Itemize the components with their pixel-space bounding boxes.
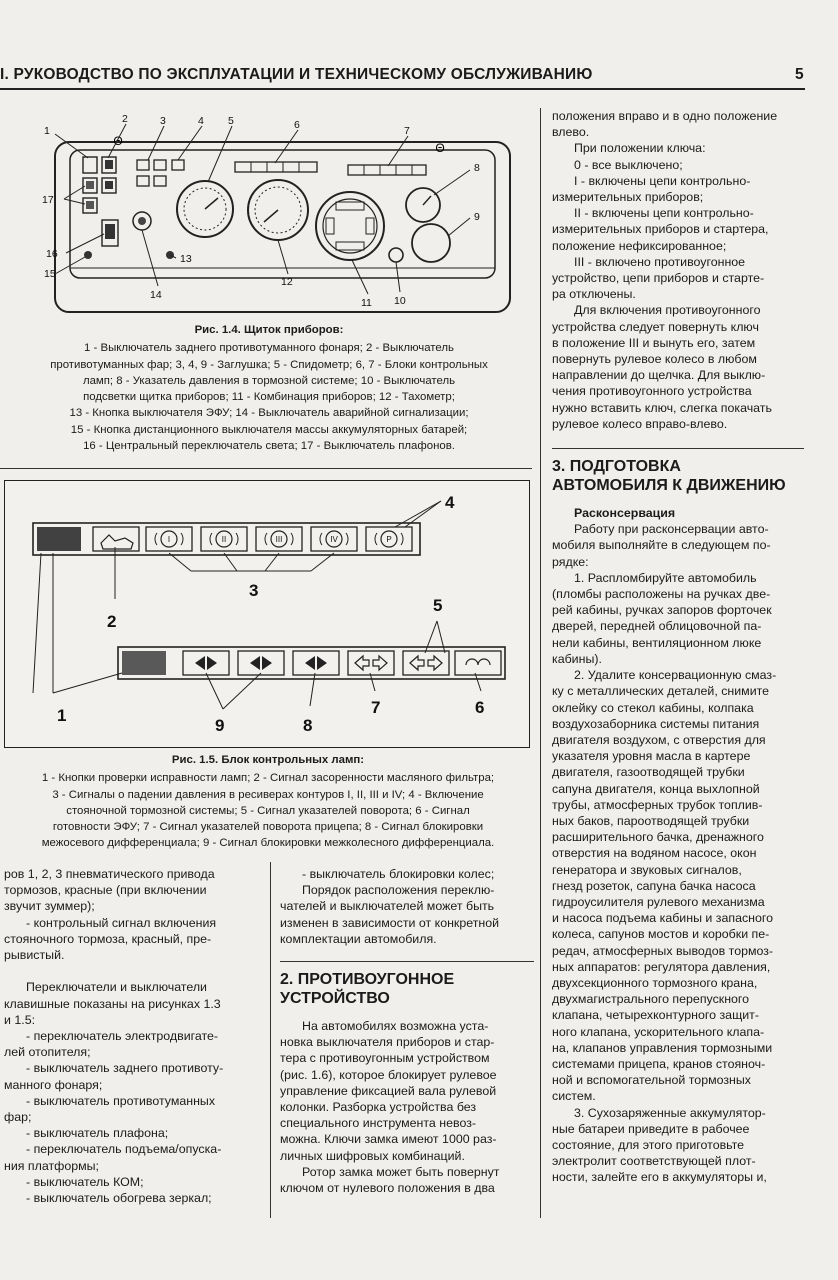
caption-line: 16 - Центральный переключатель света; 17 - Выключатель плафонов. [83, 440, 455, 453]
right-top-line: чения противоугонного устройства [552, 384, 752, 399]
right-top-line: влево. [552, 125, 590, 140]
left-column-line: - выключатель обогрева зеркал; [26, 1191, 212, 1206]
switch-dome-2-key [105, 181, 113, 189]
caption-line: 3 - Сигналы о падении давления в ресиверах контуров I, II, III и IV; 4 - Включение [52, 788, 484, 801]
fig2-callout-2: 2 [107, 612, 117, 631]
section-3-line: на, клапанов управления тормозными [552, 1040, 773, 1055]
fig2-callout-1: 1 [57, 706, 67, 725]
section-3-title-line1: 3. ПОДГОТОВКА [552, 458, 681, 476]
middle-intro-line: Порядок расположения переклю- [302, 883, 495, 898]
section-3-line: колеса, сапунов мостов и коробки пе- [552, 927, 770, 942]
section-2-line: На автомобилях возможна уста- [302, 1019, 489, 1034]
left-column-line: клавишные показаны на рисунках 1.3 [4, 996, 221, 1011]
right-top-line: измерительных приборов; [552, 190, 704, 205]
middle-column [280, 866, 534, 1196]
caption-line: 15 - Кнопка дистанционного выключателя массы аккумуляторных батарей; [70, 423, 468, 436]
inter-axle-lock-lamp [293, 651, 339, 675]
callout-3: 3 [160, 115, 166, 127]
section-2-line: специального инструмента невоз- [280, 1116, 477, 1131]
panel-symbol-left: Θ [113, 134, 123, 148]
section-3-line: расширительного бачка, дренажного [552, 830, 764, 845]
figure-control-lamps [4, 480, 530, 748]
caption-line: 1 - Кнопки проверки исправности ламп; 2 - Сигнал засоренности масляного фильтра; [41, 772, 495, 785]
switch-fog-lights-key [105, 160, 113, 169]
left-column-line: - выключатель КОМ; [26, 1174, 144, 1189]
left-column-line: - выключатель плафона; [26, 1126, 169, 1141]
section-3-line: трубы, атмосферных трубок топлив- [552, 797, 763, 812]
switch-dome-3-key [86, 201, 94, 209]
callout-17: 17 [42, 194, 54, 206]
plug-3c [137, 176, 149, 186]
cluster-gauge-bottom [336, 242, 364, 250]
callout-12: 12 [281, 276, 293, 288]
fig2-callout-4: 4 [445, 493, 455, 512]
section-3-line: указателя уровня масла в картере [552, 749, 751, 764]
section-3-line: 1. Распломбируйте автомобиль [574, 570, 757, 585]
panel-symbol-right: Θ [435, 141, 445, 155]
middle-intro-line: чателей и выключателей может быть [280, 899, 495, 914]
section-3-line: системами прицепа, кранов стояноч- [552, 1056, 766, 1071]
section-3-line: 2. Удалите консервационную смаз- [574, 668, 777, 683]
tachometer-needle [264, 210, 278, 222]
right-top-line: рулевое колесо вправо-влево. [552, 416, 728, 431]
section-3-line: рей кабины, ручках запоров форточек [552, 603, 772, 618]
section-2-rule [280, 961, 534, 962]
left-column-line: лей отопителя; [4, 1045, 91, 1060]
section-3-line: редач, атмосферных выводов тормоз- [552, 943, 774, 958]
section-3-line: нели кабины, вентиляционном люке [552, 635, 762, 650]
subsection-title: Расконсервация [574, 506, 676, 521]
left-column-line: ния платформы; [4, 1158, 99, 1173]
caption-line: противотуманных фар; 3, 4, 9 - Заглушка; 5 - Спидометр; 6, 7 - Блоки контрольных [50, 358, 488, 371]
left-column-line: рывистый. [4, 948, 65, 963]
right-column-top [552, 108, 804, 432]
figure-1-4-caption-body [0, 340, 538, 454]
section-3-line: кабины). [552, 651, 602, 666]
right-column [552, 108, 804, 1186]
lamp-label-1: I [167, 535, 171, 544]
callout-8: 8 [474, 162, 480, 174]
caption-line: межосевого дифференциала; 9 - Сигнал блокировки межколесного дифференциала. [41, 837, 495, 850]
section-2-line: управление фиксацией вала рулевой [280, 1083, 497, 1098]
left-column-line: тормозов, красные (при включении [4, 883, 207, 898]
hazard-switch-core [138, 217, 146, 225]
lamp-test-button-top [37, 527, 81, 551]
figure-instrument-panel [30, 112, 530, 322]
callout-2: 2 [122, 113, 128, 125]
page-number: 5 [795, 66, 804, 83]
caption-line: подсветки щитка приборов; 11 - Комбинация приборов; 12 - Тахометр; [83, 391, 455, 404]
right-top-line: устройство, цепи приборов и старте- [552, 271, 765, 286]
fig2-callout-7: 7 [371, 698, 381, 717]
section-3-line: ного клапана, ускорительного клапа- [552, 1024, 765, 1039]
fig2-callout-8: 8 [303, 716, 313, 735]
callout-16: 16 [46, 248, 58, 260]
lamp-label-3: III [275, 535, 283, 544]
cross-axle-lock-lamp-2 [238, 651, 284, 675]
section-2-body [280, 1018, 534, 1196]
left-column-line: манного фонаря; [4, 1077, 103, 1092]
figure-1-5-caption [0, 752, 536, 852]
section-2-title-line2: УСТРОЙСТВО [280, 990, 390, 1008]
section-3-line: ных баков, пароотводящей трубки [552, 813, 750, 828]
section-3-title-line2: АВТОМОБИЛЯ К ДВИЖЕНИЮ [552, 477, 786, 495]
oil-can-icon [101, 535, 133, 549]
battery-mass-button [84, 251, 92, 259]
section-3-line: генератора и звуковых сигналов, [552, 862, 742, 877]
cluster-gauge-top [336, 202, 364, 210]
control-lamps-drawing [5, 481, 529, 747]
callout-4: 4 [198, 115, 204, 127]
section-3-line: двигателя воздухом, с отверстия для [552, 732, 766, 747]
section-2-line: ключом от нулевого положения в два [280, 1181, 495, 1196]
section-3-line: гидроусилителя рулевого механизма [552, 894, 765, 909]
callout-15: 15 [44, 268, 56, 280]
left-column-line: - переключатель электродвигате- [26, 1029, 219, 1044]
section-3-line: двигателя, газоотводящей трубки [552, 765, 745, 780]
lamp-row-top [33, 523, 420, 555]
left-column-line: - выключатель противотуманных [26, 1093, 216, 1108]
left-column-line: - выключатель заднего противоту- [26, 1061, 224, 1076]
right-top-line: Для включения противоугонного [574, 303, 761, 318]
figure-1-5-caption-title: Рис. 1.5. Блок контрольных ламп: [171, 754, 365, 766]
section-3-line: ной и вспомогательной тормозных [552, 1073, 751, 1088]
cluster-gauge-right [366, 218, 374, 234]
middle-column-intro [280, 866, 534, 947]
section-3-line: рядке: [552, 554, 589, 569]
section-2-title-line1: 2. ПРОТИВОУГОННОЕ [280, 971, 455, 989]
right-top-line: измерительных приборов и стартера, [552, 222, 769, 237]
switch-dome-1-key [86, 181, 94, 189]
left-column-text [4, 866, 262, 1206]
section-2-line: тера с противоугонным устройством [280, 1051, 490, 1066]
left-column-line: звучит зуммер); [4, 899, 95, 914]
plug-3d [154, 176, 166, 186]
right-top-line: ра отключены. [552, 287, 636, 302]
right-top-line: повернуть рулевое колесо в любом [552, 352, 757, 367]
section-2-title [280, 970, 534, 1008]
section-3-line: двухмагистрального перепускного [552, 992, 750, 1007]
column-divider-right [540, 108, 541, 1218]
figure-separator-rule [0, 468, 532, 469]
section-3-line: Работу при расконсервации авто- [574, 522, 769, 537]
callout-14: 14 [150, 289, 162, 301]
section-3-line: оклейку со стекол кабины, колпака [552, 700, 754, 715]
right-top-line: нужно вставить ключ, слегка покачать [552, 400, 772, 415]
brake-pressure-needle [423, 196, 431, 205]
plug-9 [412, 224, 450, 262]
section-3-line: гнезд розеток, сапуна бачка насоса [552, 878, 756, 893]
middle-intro-line: комплектации автомобиля. [280, 931, 437, 946]
right-top-line: I - включены цепи контрольно- [574, 173, 751, 188]
section-3-line: двухсекционного тормозного крана, [552, 975, 758, 990]
middle-intro-line: изменен в зависимости от конкретной [280, 915, 500, 930]
section-3-rule [552, 448, 804, 449]
section-2-line: (рис. 1.6), которое блокирует рулевое [280, 1067, 497, 1082]
instrument-panel-drawing [30, 112, 530, 322]
callout-1: 1 [44, 125, 50, 137]
section-3-line: (пломбы расположены на ручках две- [552, 587, 771, 602]
section-3-line: ные батареи приведите в рабочее [552, 1121, 750, 1136]
left-column-line [4, 963, 262, 979]
caption-line: готовности ЭФУ; 7 - Сигнал указателей поворота прицепа; 8 - Сигнал блокировки [52, 821, 484, 834]
section-2-line: можна. Ключи замка имеют 1000 раз- [280, 1132, 497, 1147]
section-3-body [552, 521, 804, 1185]
left-column-line: ров 1, 2, 3 пневматического привода [4, 867, 215, 881]
header-rule [0, 88, 805, 90]
right-top-line: положения вправо и в одно положение [552, 109, 778, 123]
arrow-icons [355, 656, 490, 670]
panel-light-switch [389, 248, 403, 262]
left-column-line: и 1.5: [4, 1012, 36, 1027]
caption-line: 13 - Кнопка выключателя ЭФУ; 14 - Выключатель аварийной сигнализации; [69, 407, 469, 420]
speedometer-needle [205, 198, 218, 209]
fig2-callout-3: 3 [249, 581, 259, 600]
fig2-callout-5: 5 [433, 596, 443, 615]
callout-7: 7 [404, 125, 410, 137]
lamp-label-4: IV [330, 535, 338, 544]
right-top-line: III - включено противоугонное [574, 254, 746, 269]
callout-6: 6 [294, 119, 300, 131]
section-3-line: состояние, для этого приготовьте [552, 1137, 745, 1152]
cross-axle-lock-lamp-1 [183, 651, 229, 675]
central-light-switch-knob [105, 224, 115, 239]
section-3-line: сапуна двигателя, конца выхлопной [552, 781, 760, 796]
callout-13: 13 [180, 253, 192, 265]
left-column-line: - переключатель подъема/опуска- [26, 1142, 222, 1157]
running-header: I. РУКОВОДСТВО ПО ЭКСПЛУАТАЦИИ И ТЕХНИЧЕСКОМУ ОБСЛУЖИВАНИЮ [0, 66, 593, 83]
section-3-line: отверстия на водяном насосе, окон [552, 846, 757, 861]
callout-11: 11 [361, 297, 372, 309]
fig2-leader-lines [33, 501, 481, 709]
column-divider-bottom [270, 862, 271, 1218]
right-top-line: в положение III и вынуть его, затем [552, 335, 756, 350]
right-top-line: устройства следует повернуть ключ [552, 319, 759, 334]
left-column-line: Переключатели и выключатели [26, 980, 207, 995]
diff-lock-icons [195, 656, 327, 670]
callout-10: 10 [394, 295, 406, 307]
section-3-line: ных аппаратов: регулятора давления, [552, 959, 771, 974]
switch-rear-fog [83, 157, 97, 173]
section-3-line: ку с металлических деталей, снимите [552, 684, 770, 699]
section-3-line: и насоса подъема кабины и запасного [552, 911, 774, 926]
section-3-line: ности, залейте его в аккумуляторы и, [552, 1170, 767, 1185]
section-3-line: электролит соответствующей плот- [552, 1154, 756, 1169]
right-top-line: При положении ключа: [574, 141, 706, 156]
left-column-line: - контрольный сигнал включения [26, 915, 217, 930]
plug-3a [137, 160, 149, 170]
cluster-gauge-left [326, 218, 334, 234]
section-2-line: Ротор замка может быть повернут [302, 1164, 500, 1179]
section-3-line: 3. Сухозаряженные аккумулятор- [574, 1105, 766, 1120]
section-3-line: мобиля выполняйте в следующем по- [552, 538, 771, 553]
lamp-label-2: II [221, 535, 227, 544]
left-column-line: стояночного тормоза, красный, пре- [4, 931, 212, 946]
section-2-line: новка выключателя приборов и стар- [280, 1035, 495, 1050]
callout-9: 9 [474, 211, 480, 223]
section-2-line: колонки. Разборка устройства без [280, 1100, 477, 1115]
section-3-line: дверей, передней облицовочной па- [552, 619, 762, 634]
caption-line: ламп; 8 - Указатель давления в тормозной системе; 10 - Выключатель [82, 374, 456, 387]
middle-intro-line: - выключатель блокировки колес; [302, 867, 495, 881]
instrument-cluster-inner [323, 199, 377, 253]
right-top-line: II - включены цепи контрольно- [574, 206, 754, 221]
lamp-block-7 [348, 165, 426, 175]
plug-3b [154, 160, 166, 170]
figure-1-4-caption-title: Рис. 1.4. Щиток приборов: [194, 324, 344, 336]
figure-1-5-caption-body [0, 770, 536, 851]
caption-line: 1 - Выключатель заднего противотуманного фонаря; 2 - Выключатель [84, 342, 454, 355]
figure-1-4-caption [0, 322, 538, 454]
fig2-callout-6: 6 [475, 698, 485, 717]
section-3-line: клапана, четырехконтурного защит- [552, 1008, 759, 1023]
right-top-line: 0 - все выключено; [574, 157, 683, 172]
right-top-line: направлении до щелчка. Для выклю- [552, 368, 766, 383]
caption-line: стояночной тормозной системы; 5 - Сигнал указателей поворота; 6 - Сигнал [66, 804, 470, 817]
plug-4 [172, 160, 184, 170]
section-3-line: воздухозаборника системы питания [552, 716, 760, 731]
lamp-block-6 [235, 162, 317, 172]
callout-5: 5 [228, 115, 234, 127]
section-3-line: систем. [552, 1089, 596, 1104]
lamp-test-button-bottom [122, 651, 166, 675]
lamp-label-p: P [386, 535, 392, 544]
right-top-line: положение нефиксированное; [552, 238, 727, 253]
section-2-line: личных шифровых комбинаций. [280, 1148, 465, 1163]
fig2-callout-9: 9 [215, 716, 225, 735]
left-column-line: фар; [4, 1110, 32, 1125]
section-3-title [552, 457, 804, 495]
